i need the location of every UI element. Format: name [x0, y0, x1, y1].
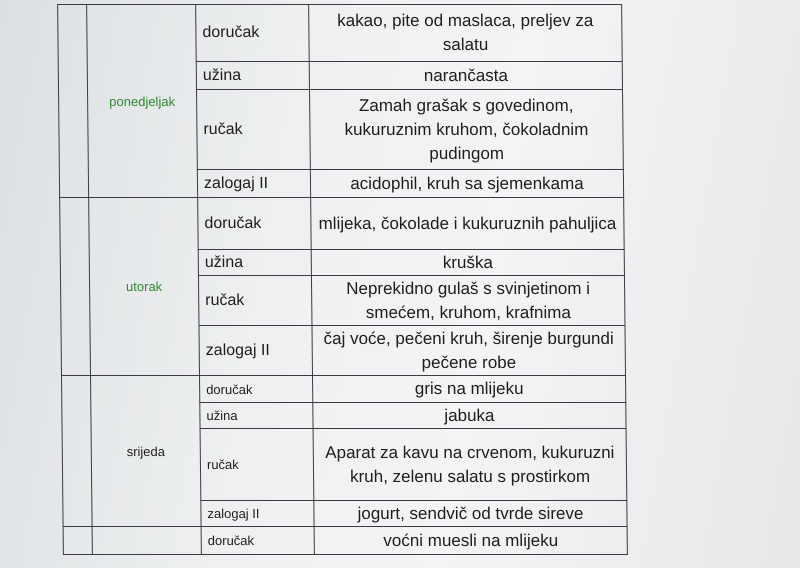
table-row [62, 376, 626, 403]
meal-type: zalogaj II [201, 501, 314, 527]
meal-type: doručak [201, 527, 314, 555]
day-label-wednesday: srijeda [91, 376, 202, 527]
day-label-monday: ponedjeljak [87, 5, 198, 198]
day-label-thursday [92, 527, 201, 555]
row-gutter [58, 5, 89, 198]
row-gutter [62, 376, 93, 527]
meal-type: zalogaj II [197, 170, 310, 198]
day-label-tuesday: utorak [89, 198, 200, 376]
meal-type: doručak [200, 376, 313, 403]
meal-dish: gris na mlijeku [313, 376, 626, 403]
meal-type: zalogaj II [199, 326, 313, 376]
meal-dish: voćni muesli na mlijeku [314, 527, 627, 555]
meal-dish: acidophil, kruh sa sjemenkama [310, 170, 623, 198]
meal-dish: jogurt, sendvič od tvrde sireve [314, 501, 627, 527]
meal-type: ručak [197, 90, 311, 170]
table-row [63, 527, 627, 555]
meal-dish: čaj voće, pečeni kruh, širenje burgundi pečene robe [312, 326, 626, 376]
meal-dish: kakao, pite od maslaca, preljev za salatu [309, 5, 623, 62]
row-gutter [63, 527, 92, 555]
meal-type: užina [196, 62, 309, 90]
table-row [60, 198, 625, 250]
meal-type: užina [198, 250, 311, 276]
meal-dish: Aparat za kavu na crvenom, kukuruzni kruh, zelenu salatu s prostirkom [313, 429, 627, 501]
table-row [58, 5, 623, 62]
meal-type: doručak [198, 198, 312, 250]
meal-type: doručak [196, 5, 310, 62]
meal-dish: kruška [311, 250, 624, 276]
row-gutter [60, 198, 91, 376]
meal-dish: jabuka [313, 403, 626, 429]
meal-type: ručak [198, 276, 312, 326]
meal-dish: mlijeka, čokolade i kukuruznih pahuljica [311, 198, 625, 250]
meal-dish: narančasta [309, 62, 622, 90]
meal-type: užina [200, 403, 313, 429]
weekly-menu-table [57, 4, 628, 555]
meal-type: ručak [200, 429, 314, 501]
meal-dish: Zamah grašak s govedinom, kukuruznim kruhom, čokoladnim pudingom [310, 90, 624, 170]
meal-dish: Neprekidno gulaš s svinjetinom i smećem, kruhom, krafnima [311, 276, 625, 326]
